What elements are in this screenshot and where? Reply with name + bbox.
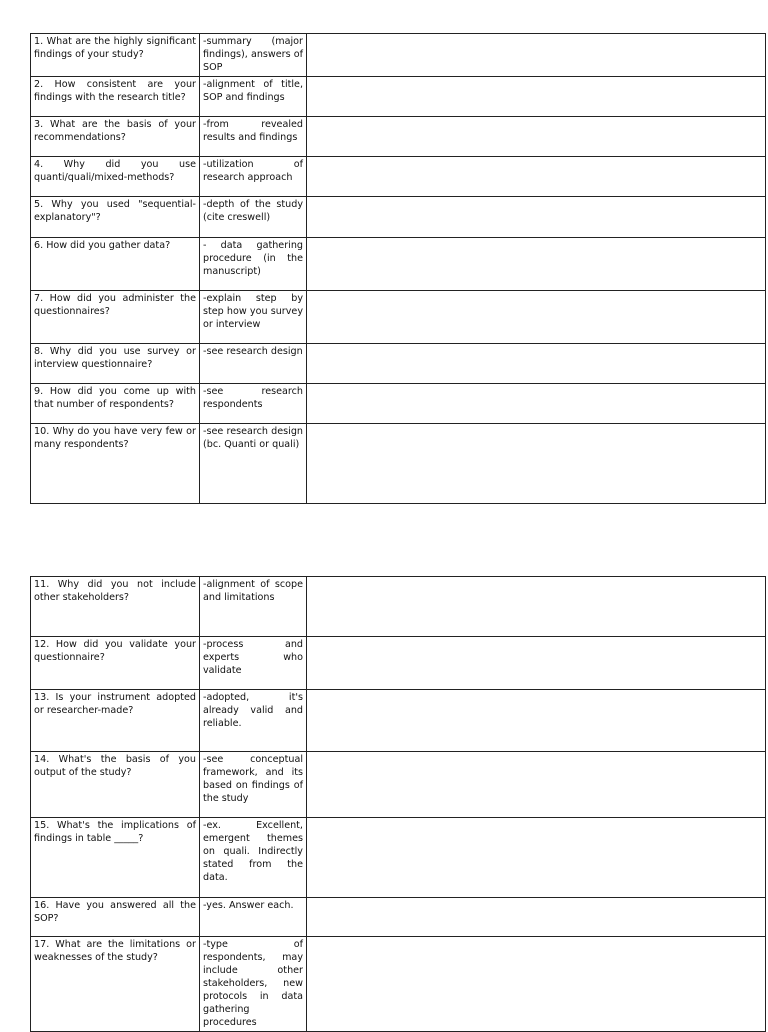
answer-cell: -see research design (bc. Quanti or quali) [200,424,307,504]
answer-cell: -explain step by step how you survey or interview [200,291,307,344]
question-cell: 8. Why did you use survey or interview questionnaire? [31,344,200,384]
answer-cell: -process and experts who validate [200,637,307,690]
answer-cell: -alignment of scope and limitations [200,577,307,637]
notes-cell [307,752,766,818]
notes-cell [307,690,766,752]
question-cell: 14. What's the basis of you output of the study? [31,752,200,818]
question-cell: 4. Why did you use quanti/quali/mixed-methods? [31,157,200,197]
question-cell: 6. How did you gather data? [31,238,200,291]
answer-cell: -from revealed results and findings [200,117,307,157]
notes-cell [307,937,766,1032]
qa-table-1 [30,33,766,504]
notes-cell [307,117,766,157]
answer-cell: -ex. Excellent, emergent themes on quali. Indirectly stated from the data. [200,818,307,898]
table-row [31,937,766,1032]
notes-cell [307,344,766,384]
question-cell: 15. What's the implications of findings in table _____? [31,818,200,898]
question-cell: 2. How consistent are your findings with the research title? [31,77,200,117]
table-row [31,384,766,424]
notes-cell [307,238,766,291]
table-row [31,424,766,504]
table-row [31,238,766,291]
answer-cell: -alignment of title, SOP and findings [200,77,307,117]
table-row [31,898,766,937]
answer-cell: -see conceptual framework, and its based on findings of the study [200,752,307,818]
table-row [31,197,766,238]
notes-cell [307,197,766,238]
question-cell: 12. How did you validate your questionnaire? [31,637,200,690]
table-row [31,818,766,898]
notes-cell [307,818,766,898]
table-row [31,637,766,690]
notes-cell [307,157,766,197]
notes-cell [307,424,766,504]
answer-cell: -see research design [200,344,307,384]
answer-cell: -summary (major findings), answers of SOP [200,34,307,77]
answer-cell: - data gathering procedure (in the manuscript) [200,238,307,291]
table-row [31,577,766,637]
answer-cell: -depth of the study (cite creswell) [200,197,307,238]
answer-cell: -type of respondents, may include other stakeholders, new protocols in data gathering procedures [200,937,307,1032]
question-cell: 17. What are the limitations or weaknesses of the study? [31,937,200,1032]
table-row [31,157,766,197]
question-cell: 11. Why did you not include other stakeholders? [31,577,200,637]
question-cell: 3. What are the basis of your recommendations? [31,117,200,157]
table-row [31,117,766,157]
notes-cell [307,577,766,637]
notes-cell [307,291,766,344]
question-cell: 9. How did you come up with that number of respondents? [31,384,200,424]
answer-cell: -adopted, it's already valid and reliable. [200,690,307,752]
table-row [31,34,766,77]
question-cell: 16. Have you answered all the SOP? [31,898,200,937]
qa-table-2 [30,576,766,1032]
answer-cell: -yes. Answer each. [200,898,307,937]
notes-cell [307,77,766,117]
table-row [31,690,766,752]
notes-cell [307,898,766,937]
table-row [31,344,766,384]
table-row [31,291,766,344]
notes-cell [307,637,766,690]
answer-cell: -utilization of research approach [200,157,307,197]
notes-cell [307,34,766,77]
question-cell: 5. Why you used "sequential-explanatory"? [31,197,200,238]
question-cell: 10. Why do you have very few or many respondents? [31,424,200,504]
notes-cell [307,384,766,424]
question-cell: 7. How did you administer the questionnaires? [31,291,200,344]
answer-cell: -see research respondents [200,384,307,424]
question-cell: 1. What are the highly significant findings of your study? [31,34,200,77]
table-row [31,77,766,117]
question-cell: 13. Is your instrument adopted or researcher-made? [31,690,200,752]
table-row [31,752,766,818]
